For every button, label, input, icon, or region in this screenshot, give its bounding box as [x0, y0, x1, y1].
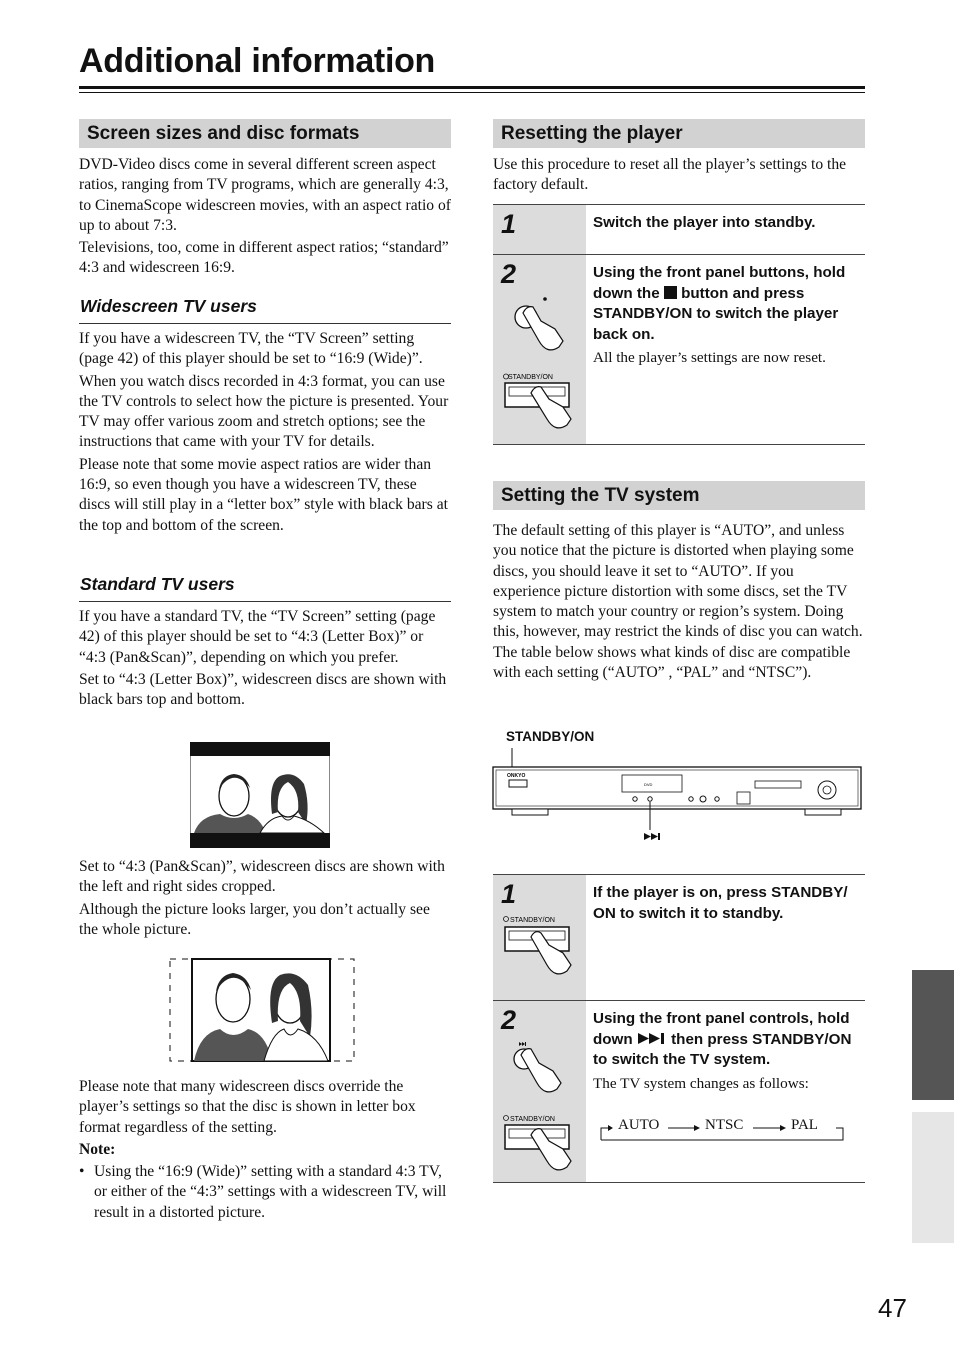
reset-step-2	[493, 254, 865, 445]
svg-text:DVD: DVD	[644, 782, 653, 787]
tv-step-2	[493, 1000, 865, 1183]
note-item	[79, 1162, 451, 1223]
tv-step-1	[493, 874, 865, 1001]
paragraph: Set to “4:3 (Letter Box)”, widescreen discs are shown with black bars top and bottom.	[79, 670, 447, 709]
paragraph: Please note that many widescreen discs override the player’s settings so that the disc is shown in letter box format regardless of the setting.	[79, 1078, 416, 1136]
svg-text:ONKYO: ONKYO	[507, 773, 526, 779]
step-number: 2	[501, 1005, 517, 1035]
button-press-illustration	[501, 915, 581, 999]
tv-system-cycle	[598, 1114, 850, 1144]
standard-body-3	[79, 1077, 451, 1223]
step-note: All the player’s settings are now reset.	[593, 349, 826, 366]
side-tab-light	[912, 1112, 954, 1243]
paragraph: Televisions, too, come in different aspect ratios; “standard” 4:3 and widescreen 16:9.	[79, 239, 449, 277]
subheading-standard: Standard TV users	[80, 574, 235, 594]
reset-step-1	[493, 204, 865, 255]
screen-sizes-body	[79, 155, 451, 281]
stop-icon	[664, 286, 677, 299]
cycle-item-pal: PAL	[791, 1117, 818, 1133]
cycle-item-auto: AUTO	[618, 1117, 660, 1133]
step-text: If the player is on, press STANDBY/ ON to switch it to standby.	[593, 884, 848, 922]
standby-label-text: STANDBY/ON	[510, 917, 555, 924]
section-heading-reset: Resetting the player	[493, 119, 865, 148]
subheading-widescreen: Widescreen TV users	[80, 296, 257, 316]
paragraph: Although the picture looks larger, you don’t actually see the whole picture.	[79, 900, 430, 938]
tv-system-intro: The default setting of this player is “AUTO”, and unless you notice that the picture is distorted when playing some discs, you should leave it set to “AUTO”. If you experience picture distortion with some discs, set the TV system to match your country or region’s system. Doing this, however, may restrict the kinds of disc you can watch. The table below shows what kinds of disc are compatible with each setting (“AUTO” , “PAL” and “NTSC”).	[493, 522, 863, 682]
letterbox-illustration	[190, 742, 330, 848]
subheading-rule	[79, 323, 451, 324]
panscan-illustration	[168, 957, 356, 1065]
step-number-panel	[493, 875, 586, 1001]
page-number: 47	[878, 1293, 907, 1323]
standby-button-icon	[509, 780, 527, 787]
paragraph: If you have a standard TV, the “TV Screen” setting (page 42) of this player should be set to “4:3 (Letter Box)” or “4:3 (Pan&Scan)”, depending on which you prefer.	[79, 608, 436, 666]
step-note: The TV system changes as follows:	[593, 1074, 809, 1092]
reset-intro: Use this procedure to reset all the player’s settings to the factory default.	[493, 156, 847, 194]
side-tab-dark	[912, 970, 954, 1100]
paragraph: If you have a widescreen TV, the “TV Screen” setting (page 42) of this player should be set to “16:9 (Wide)”.	[79, 330, 423, 368]
step-number-panel	[493, 255, 586, 444]
button-press-illustration	[501, 293, 581, 433]
paragraph: DVD-Video discs come in several different screen aspect ratios, ranging from TV programs, which are generally 4:3, to CinemaScope widescreen movies, with an aspect ratio of up to about 7:3.	[79, 156, 451, 234]
skip-forward-icon	[519, 1042, 525, 1046]
subheading-rule	[79, 601, 451, 602]
title-rule-thin	[79, 92, 865, 93]
step-number-panel	[493, 1001, 586, 1182]
step-number: 2	[501, 259, 517, 289]
button-press-illustration	[501, 1039, 581, 1179]
bullet-icon: •	[79, 1163, 85, 1181]
standby-label-text: STANDBY/ON	[510, 1116, 555, 1123]
step-number-panel	[493, 205, 586, 255]
stop-indicator-icon	[543, 297, 547, 301]
dvd-player-front-panel	[492, 748, 864, 848]
step-text: Switch the player into standby.	[593, 214, 816, 231]
pressing-finger-icon	[521, 1049, 561, 1092]
step-text: Using the front panel buttons, hold down the button and press STANDBY/ON to switch the player back on. All the player’s settings are now reset.	[593, 263, 865, 369]
section-heading-screen-sizes: Screen sizes and disc formats	[79, 119, 451, 148]
paragraph: Set to “4:3 (Pan&Scan)”, widescreen discs are shown with the left and right sides cropped.	[79, 858, 445, 896]
step-text: Using the front panel controls, hold down then press STANDBY/ON to switch the TV system. The TV system changes as follows:	[593, 1009, 865, 1094]
note-label: Note:	[79, 1140, 116, 1158]
page-title: Additional information	[79, 42, 436, 80]
skip-forward-icon	[637, 1032, 667, 1045]
standard-body-1	[79, 607, 451, 712]
section-heading-tv-system: Setting the TV system	[493, 481, 865, 510]
note-text: Using the “16:9 (Wide)” setting with a standard 4:3 TV, or either of the “4:3” settings with a widescreen TV, will result in a distorted picture.	[94, 1163, 447, 1221]
widescreen-body	[79, 329, 451, 538]
standby-label-text: STANDBY/ON	[508, 374, 553, 381]
paragraph: When you watch discs recorded in 4:3 format, you can use the TV controls to select how the picture is presented. Your TV may offer various zoom and stretch options; see the instructions that came with your TV for details.	[79, 372, 449, 451]
skip-forward-icon	[644, 833, 658, 840]
cycle-item-ntsc: NTSC	[705, 1117, 744, 1133]
step-number: 1	[501, 879, 517, 909]
standard-body-2	[79, 857, 451, 942]
paragraph: Please note that some movie aspect ratios are wider than 16:9, so even though you have a widescreen TV, these discs will still play in a “letter box” style with black bars at the top and bottom of the screen.	[79, 455, 448, 534]
title-rule	[79, 86, 865, 89]
step-number: 1	[501, 209, 517, 239]
diagram-standby-label: STANDBY/ON	[506, 729, 595, 744]
